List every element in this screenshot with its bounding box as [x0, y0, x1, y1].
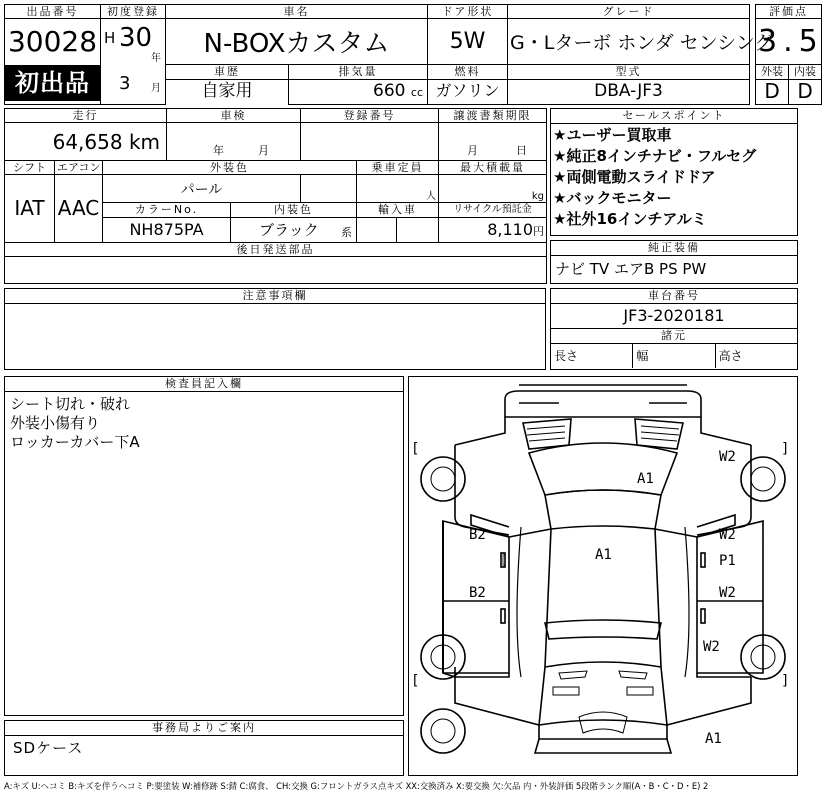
mileage-label: 走行: [5, 109, 167, 123]
load-unit: kg: [439, 175, 547, 203]
transfer-month: 月: [467, 143, 479, 157]
transfer-label: 譲渡書類期限: [439, 109, 547, 123]
mark-right-front-door: W2: [719, 527, 736, 543]
bonnet: [529, 443, 677, 495]
bracket-left-rear: [: [411, 673, 420, 689]
mark-left-rear-door: B2: [469, 585, 486, 601]
inspect-year-unit: 年: [213, 143, 225, 157]
sales-point: ★両側電動スライドドア: [553, 168, 716, 186]
bracket-right-front: ]: [781, 441, 790, 457]
first-listing-badge: 初出品: [5, 65, 100, 101]
a-pillars: [509, 529, 697, 537]
right-rear-handle: [701, 609, 705, 623]
ac-label: エアコン: [55, 160, 103, 174]
mark-rear: A1: [705, 731, 722, 747]
spare-tire: [421, 709, 465, 753]
displacement: 660: [373, 81, 406, 101]
dims-label: 諸元: [551, 329, 797, 344]
mark-right-front-door-2: P1: [719, 553, 736, 569]
mark-right-rear-door: W2: [719, 585, 736, 601]
equip-label: 純正装備: [551, 241, 797, 256]
interior-unit: 系: [341, 225, 353, 239]
inspect-month-unit: 月: [258, 143, 270, 157]
tailgate: [539, 662, 667, 725]
notes-box: [4, 288, 546, 370]
shift: IAT: [5, 175, 55, 242]
inspector-label: 検査員記入欄: [5, 377, 403, 392]
header-table: [4, 4, 822, 105]
name-label: 車名: [166, 5, 428, 19]
disp-label: 排気量: [289, 65, 427, 80]
left-rear-handle: [501, 609, 505, 623]
capacity-unit: 人: [357, 175, 439, 203]
history: 自家用: [201, 81, 253, 101]
sales-point: ★ユーザー買取車: [553, 126, 672, 144]
ext-score: D: [764, 79, 780, 103]
office-box: [4, 720, 404, 776]
colorno-label: カラーNo.: [103, 203, 231, 217]
car-name: N-BOXカスタム: [166, 19, 428, 65]
office-label: 事務局よりご案内: [5, 721, 403, 736]
office-note: SDケース: [13, 739, 84, 757]
sales-point: ★社外16インチアルミ: [553, 210, 707, 228]
car-outline-svg: [409, 377, 797, 775]
disp-unit: cc: [410, 86, 424, 99]
sales-points-box: [550, 108, 798, 236]
model: DBA-JF3: [594, 81, 663, 101]
mark-right-rear-fender: W2: [703, 639, 720, 655]
rear-lamps-lower: [553, 687, 653, 695]
door-label: ドア形状: [428, 5, 508, 19]
front-corners: [455, 417, 751, 445]
reg-month: 3: [119, 73, 131, 94]
inspector-note: ロッカーカバー下A: [10, 433, 140, 451]
spec-table: [4, 108, 547, 284]
recycle-label: リサイクル預託金: [439, 203, 547, 217]
import-label: 輸入車: [357, 203, 439, 217]
rear-quarters: [455, 677, 751, 725]
chassis-number: JF3-2020181: [551, 304, 797, 329]
rear-window: [545, 620, 661, 639]
door-type: 5W: [428, 19, 508, 65]
interior-label: 内装色: [231, 203, 357, 217]
score-label: 評価点: [756, 5, 822, 19]
right-front-tire: [741, 457, 785, 501]
length-label: 長さ: [551, 344, 633, 368]
era: H: [104, 29, 116, 47]
color-number: NH875PA: [103, 217, 231, 242]
load-label: 最大積載量: [439, 160, 547, 174]
int-score: D: [797, 79, 813, 103]
aircon: AAC: [55, 175, 103, 242]
interior-color: ブラック: [259, 221, 319, 240]
fuel-label: 燃料: [428, 65, 507, 80]
inspector-box: [4, 376, 404, 716]
int-label: 内装: [789, 65, 821, 80]
grade: G・Lターボ ホンダ センシング: [508, 19, 750, 65]
bracket-right-rear: ]: [781, 673, 790, 689]
sales-point: ★バックモニター: [553, 189, 672, 207]
rear-bumper: [535, 739, 671, 753]
left-front-fender-outline: [455, 445, 509, 535]
sales-point: ★純正8インチナビ・フルセグ: [553, 147, 757, 165]
recycle-unit: 円: [533, 225, 545, 239]
mileage-unit: km: [128, 129, 161, 154]
car-diagram: [408, 376, 798, 776]
tail-lights: [559, 671, 647, 679]
grade-label: グレード: [508, 5, 750, 19]
height-label: 高さ: [718, 349, 743, 363]
front-bumper: [505, 391, 701, 417]
inspector-note: 外装小傷有り: [10, 414, 101, 432]
reg-year: 30: [119, 23, 153, 53]
transfer-day: 日: [516, 143, 528, 157]
exterior-label: 外装色: [103, 160, 357, 174]
model-label: 型式: [508, 65, 749, 80]
later-parts-value: [5, 257, 547, 284]
bumper-sides: [539, 725, 667, 739]
mileage: 64,658: [52, 129, 123, 154]
notes-label: 注意事項欄: [5, 289, 545, 304]
mark-left-front-door: B2: [469, 527, 486, 543]
windshield: [545, 490, 661, 529]
width-label: 幅: [633, 344, 715, 368]
reg-cell: [101, 19, 166, 105]
sales-label: セールスポイント: [551, 109, 797, 124]
plate-label: 登録番号: [301, 109, 439, 123]
month-unit: 月: [151, 83, 161, 94]
mark-hood: A1: [637, 471, 654, 487]
left-headlight: [523, 419, 571, 449]
exterior-color: パール: [103, 175, 301, 203]
year-unit: 年: [151, 53, 161, 64]
capacity-label: 乗車定員: [357, 160, 439, 174]
ext-label: 外装: [756, 65, 788, 80]
inspector-note: シート切れ・破れ: [10, 395, 131, 413]
history-label: 車歴: [166, 65, 288, 80]
mark-right-front-fender: W2: [719, 449, 736, 465]
legend: A:キズ U:ヘコミ B:キズを伴うヘコミ P:要塗装 W:補修跡 S:錆 C:腐食、 CH:交換 G:フロントガラス点キズ XX:交換済み X:要交換 欠:欠品 内・外装評価 5段階ランク順(A・B・C・D・E) 2: [4, 781, 709, 791]
lot-cell: [5, 19, 101, 105]
shift-label: シフト: [5, 160, 55, 174]
right-headlight: [635, 419, 683, 449]
lot-number: 30028: [7, 25, 98, 58]
equipment-box: [550, 240, 798, 284]
score: 3.5: [756, 19, 822, 65]
license-plate: [579, 712, 627, 733]
equipment: ナビ TV エアB PS PW: [555, 260, 707, 278]
left-headlight-lines: [527, 426, 565, 441]
bracket-left-front: [: [411, 441, 420, 457]
chassis-box: [550, 288, 798, 370]
right-headlight-lines: [641, 426, 679, 441]
lot-label: 出品番号: [5, 5, 101, 19]
fuel: ガソリン: [435, 81, 500, 100]
recycle-fee: 8,110: [487, 220, 534, 240]
mark-roof: A1: [595, 547, 612, 563]
left-front-tire: [421, 457, 465, 501]
right-front-handle: [701, 553, 705, 567]
later-parts-label: 後日発送部品: [5, 242, 547, 256]
chassis-label: 車台番号: [551, 289, 797, 304]
reg-label: 初度登録: [101, 5, 166, 19]
inspect-label: 車検: [167, 109, 301, 123]
